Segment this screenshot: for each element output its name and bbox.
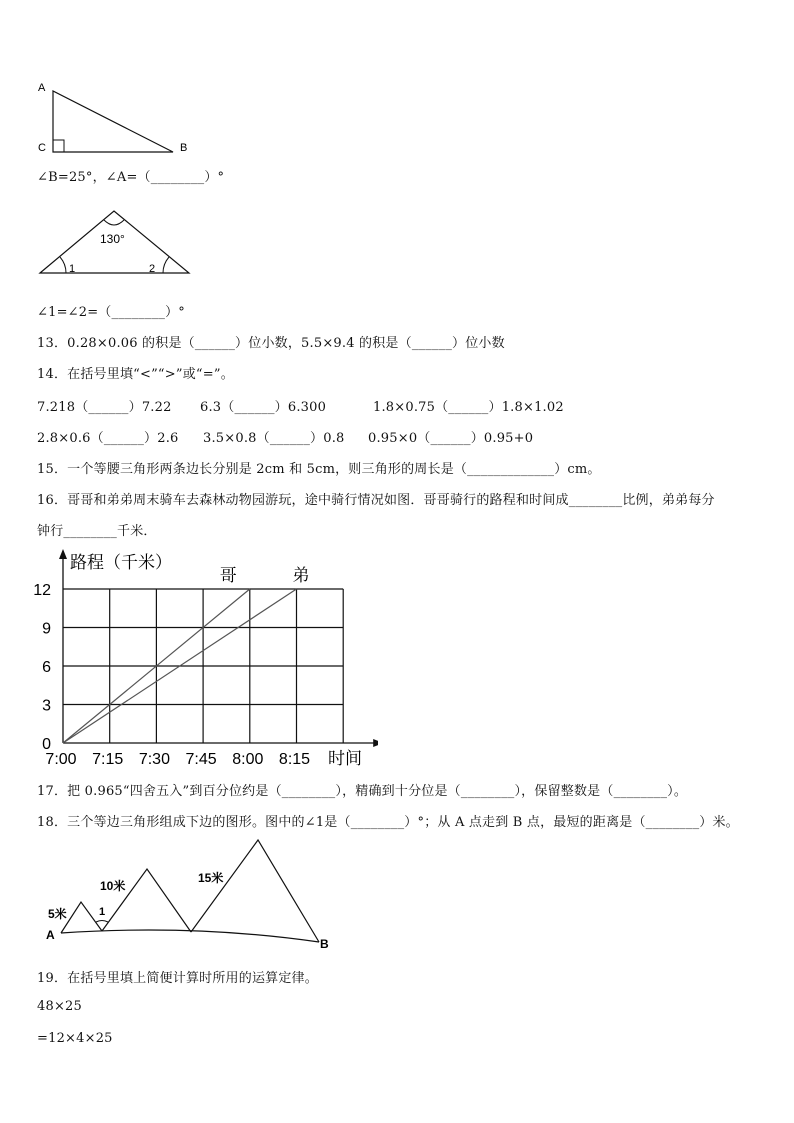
vertex-c-label: C (38, 142, 46, 154)
y-tick-label: 6 (42, 659, 51, 676)
angle-1-label: 1 (99, 906, 106, 918)
x-tick-label: 7:30 (138, 751, 170, 768)
angle-2-arc (163, 257, 169, 273)
right-angle-mark (53, 140, 64, 152)
point-b-label: B (320, 937, 329, 951)
q14-row1-item3: 1.8×0.75（______）1.8×1.02 (373, 400, 564, 415)
y-tick-label: 12 (33, 582, 51, 599)
distance-time-chart (28, 548, 378, 770)
q14-row2-item2: 3.5×0.8（______）0.8 (203, 431, 345, 446)
question-19-title: 19．在括号里填上简便计算时所用的运算定律。 (37, 971, 318, 986)
x-tick-label: 7:45 (185, 751, 217, 768)
question-angle-a: ∠B=25°，∠A=（________）° (37, 170, 225, 185)
angle-2-label: 2 (149, 263, 156, 275)
question-angle-12: ∠1=∠2=（________）° (37, 305, 186, 320)
x-tick-label: 8:15 (278, 751, 311, 768)
base-curve (61, 930, 319, 942)
side-10m-label: 10米 (100, 879, 126, 893)
q14-row1-item2: 6.3（______）6.300 (200, 400, 327, 415)
point-a-label: A (46, 928, 55, 942)
question-19-line2: =12×4×25 (37, 1031, 113, 1046)
triangle-abc (53, 91, 173, 152)
question-18: 18．三个等边三角形组成下边的图形。图中的∠1是（________）°；从 A 点走到 B 点，最短的距离是（________）米。 (37, 815, 739, 830)
angle-1-arc (60, 257, 66, 273)
isosceles-triangle-figure (36, 206, 196, 278)
question-17: 17．把 0.965“四舍五入”到百分位约是（________），精确到十分位是（________），保留整数是（________）。 (37, 784, 688, 799)
side-5m-label: 5米 (48, 907, 67, 921)
y-tick-label: 3 (42, 697, 51, 715)
question-14-title: 14．在括号里填“<”“>”或“=”。 (37, 367, 234, 382)
series-label-0: 哥 (219, 566, 237, 585)
q14-row2-item1: 2.8×0.6（______）2.6 (37, 431, 179, 446)
y-axis-label: 路程（千米） (70, 553, 172, 572)
right-triangle-figure (30, 76, 200, 158)
y-tick-label: 9 (42, 620, 51, 638)
vertex-a-label: A (38, 82, 46, 94)
angle-1-label: 1 (69, 263, 76, 275)
side-15m-label: 15米 (198, 871, 224, 885)
q14-row2-item3: 0.95×0（______）0.95+0 (368, 431, 534, 446)
x-axis-arrow (373, 739, 378, 747)
question-16-line2: 钟行________千米． (37, 524, 157, 539)
x-tick-label: 8:00 (232, 751, 264, 768)
question-15: 15．一个等腰三角形两条边长分别是 2cm 和 5cm，则三角形的周长是（_____________）cm。 (37, 462, 601, 477)
apex-angle-arc (104, 220, 124, 225)
angle-1-arc (96, 921, 108, 923)
x-tick-label: 7:15 (92, 751, 124, 768)
q14-row1-item1: 7.218（______）7.22 (37, 400, 172, 415)
series-label-1: 弟 (292, 566, 310, 585)
mountains-figure (44, 836, 344, 952)
y-tick-label: 0 (42, 736, 51, 753)
x-tick-label: 7:00 (45, 751, 77, 768)
triangle-5m (61, 902, 102, 933)
apex-angle-label: 130° (100, 232, 125, 246)
y-axis-arrow (59, 549, 67, 559)
question-19-line1: 48×25 (37, 999, 82, 1014)
question-16-line1: 16．哥哥和弟弟周末骑车去森林动物园游玩，途中骑行情况如图．哥哥骑行的路程和时间成________比例，弟弟每分 (37, 493, 715, 508)
x-axis-label: 时间 (328, 749, 362, 768)
question-13: 13．0.28×0.06 的积是（______）位小数，5.5×9.4 的积是（______）位小数 (37, 336, 505, 351)
vertex-b-label: B (180, 142, 188, 154)
triangle-15m (191, 840, 319, 942)
